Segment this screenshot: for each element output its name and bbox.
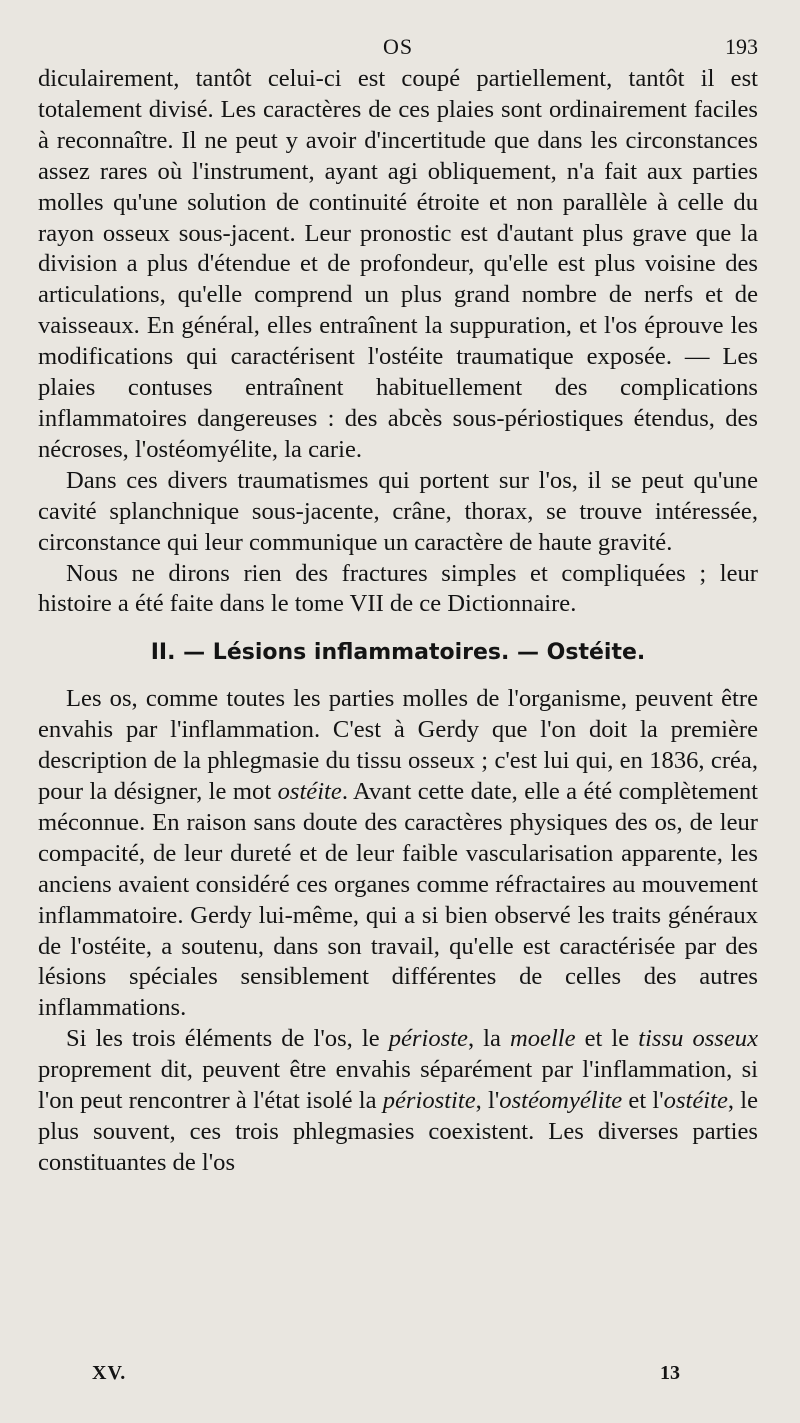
- signature-mark: XV.: [92, 1362, 127, 1384]
- italic-term: tissu osseux: [638, 1025, 759, 1053]
- text-run: , la: [467, 1025, 510, 1053]
- paragraph-5: [38, 1024, 758, 1179]
- text-run: Si les trois éléments de l'os, le: [66, 1025, 389, 1053]
- paragraph-2: Dans ces divers traumatismes qui portent sur l'os, il se peut qu'une cavité splanchnique sous-jacente, crâne, thorax, se trouve intéressée, circonstance qui leur communique un caractère de haute gravité.: [38, 466, 758, 556]
- text-run: Les os, comme toutes les parties molles de l'organisme, peuvent être envahis par l'inflammation. C'est à Gerdy que l'on doit la première description de la phlegmasie du tissu osseux ; c'est lui qui, en 1836, créa, pour la désigner, le mot: [38, 685, 758, 806]
- page-body: [38, 64, 758, 1179]
- page-header: [38, 28, 758, 64]
- paragraph-4: [38, 684, 758, 1024]
- italic-term: ostéite: [663, 1087, 728, 1115]
- text-run: et le: [575, 1025, 639, 1053]
- page-number: 193: [725, 34, 758, 59]
- paragraph-1: diculairement, tantôt celui-ci est coupé partiellement, tantôt il est totalement divisé. Les caractères de ces plaies sont ordinairement faciles à reconnaître. Il ne peut y avoir d'incertitude que dans les circonstances assez rares où l'instrument, ayant agi obliquement, n'a fait aux parties molles qu'une solution de continuité étroite et non parallèle à celle du rayon osseux sous-jacent. Leur pronostic est d'autant plus grave que la division a plus d'étendue et de profondeur, qu'elle est plus voisine des articulations, qu'elle comprend un plus grand nombre de nerfs et de vaisseaux. En général, elles entraînent la suppuration, et l'os éprouve les modifications qui caractérisent l'ostéite traumatique exposée. — Les plaies contuses entraînent habituellement des complications inflammatoires dangereuses : des abcès sous-périostiques étendus, des nécroses, l'ostéomyélite, la carie.: [38, 65, 758, 463]
- italic-term: ostéite: [277, 778, 342, 806]
- signature-number: 13: [660, 1362, 680, 1384]
- italic-term: ostéomyélite: [499, 1087, 623, 1115]
- italic-term: périoste: [388, 1025, 468, 1053]
- italic-term: périostite: [382, 1087, 476, 1115]
- text-run: proprement dit, peuvent être envahis séparément par l'inflammation, si l'on peut rencontrer à l'état isolé la: [38, 1056, 758, 1115]
- italic-term: moelle: [509, 1025, 576, 1053]
- paragraph-3: Nous ne dirons rien des fractures simples et compliquées ; leur histoire a été faite dans le tome VII de ce Dictionnaire.: [38, 559, 758, 618]
- text-run: , le plus souvent, ces trois phlegmasies coexistent. Les diverses parties constituantes de l'os: [38, 1087, 759, 1176]
- text-run: et l': [622, 1087, 664, 1115]
- running-head: OS: [382, 34, 414, 59]
- text-run: , l': [475, 1087, 500, 1115]
- section-heading: II. — Lésions inflammatoires. — Ostéite.: [150, 640, 646, 666]
- text-run: . Avant cette date, elle a été complètement méconnue. En raison sans doute des caractères physiques des os, de leur compacité, de leur dureté et de leur faible vascularisation apparente, les anciens avaient considéré ces organes comme réfractaires au mouvement inflammatoire. Gerdy lui-même, qui a si bien observé les traits généraux de l'ostéite, a soutenu, dans son travail, qu'elle est caractérisée par des lésions spéciales sensiblement différentes de celles des autres inflammations.: [38, 778, 758, 1022]
